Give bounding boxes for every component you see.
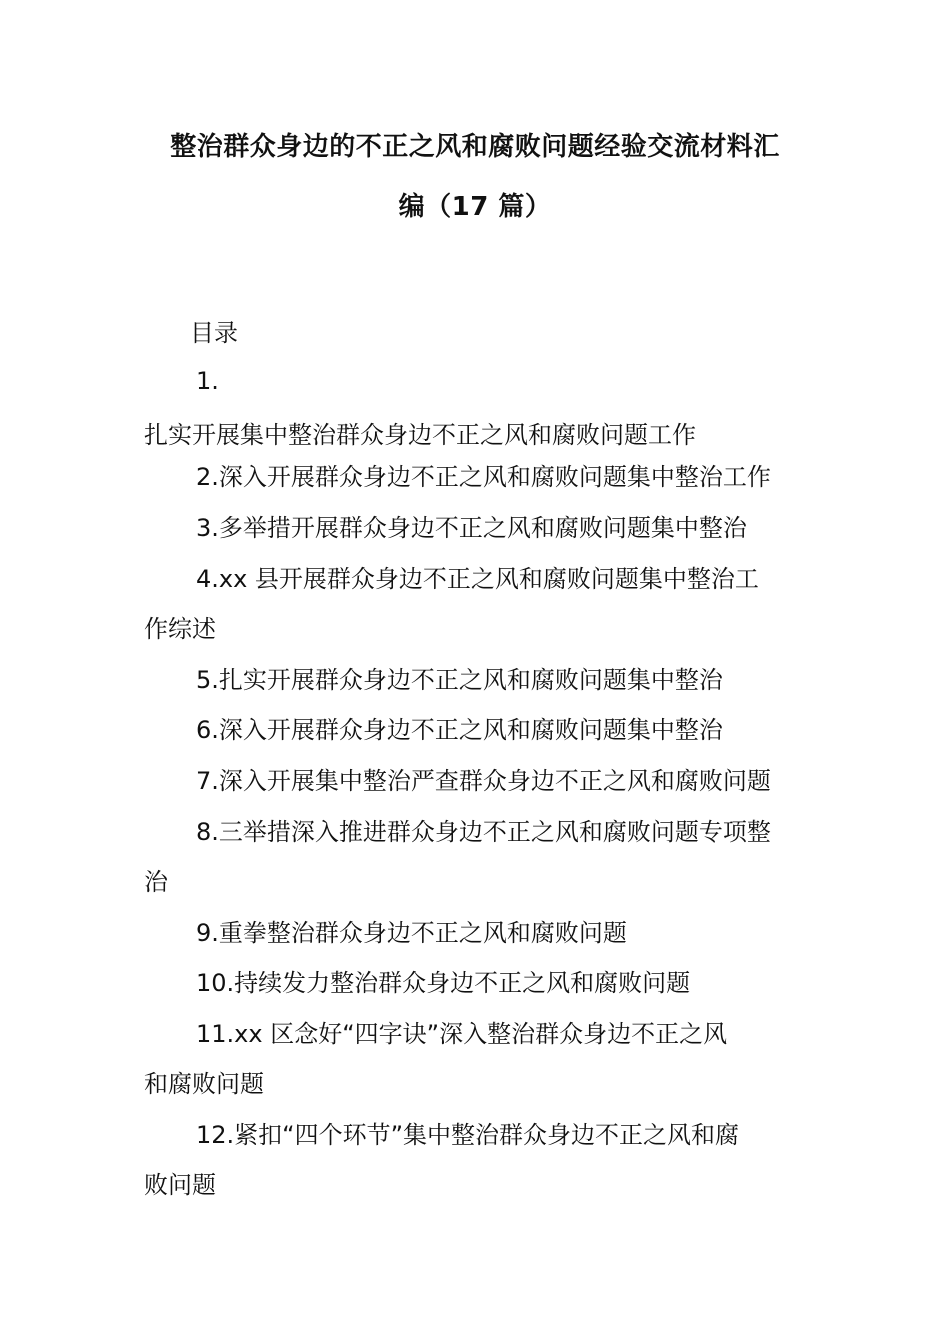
toc-item-12-line-1: 12.紧扣“四个环节”集中整治群众身边不正之风和腐 — [196, 1121, 740, 1149]
toc-item-8-line-2: 治 — [144, 868, 168, 896]
document-title-line-1: 整治群众身边的不正之风和腐败问题经验交流材料汇 — [170, 132, 780, 162]
toc-item-9: 9.重拳整治群众身边不正之风和腐败问题 — [196, 919, 627, 947]
toc-item-4-line-2: 作综述 — [144, 615, 216, 643]
toc-item-1-line-2: 扎实开展集中整治群众身边不正之风和腐败问题工作 — [144, 421, 696, 449]
toc-heading: 目录 — [190, 319, 238, 347]
toc-item-11-line-1: 11.xx 区念好“四字诀”深入整治群众身边不正之风 — [196, 1020, 728, 1048]
toc-item-4-line-1: 4.xx 县开展群众身边不正之风和腐败问题集中整治工 — [196, 565, 759, 593]
toc-item-12-line-2: 败问题 — [144, 1171, 216, 1199]
toc-item-8-line-1: 8.三举措深入推进群众身边不正之风和腐败问题专项整 — [196, 818, 771, 846]
toc-item-7: 7.深入开展集中整治严查群众身边不正之风和腐败问题 — [196, 767, 771, 795]
toc-item-10: 10.持续发力整治群众身边不正之风和腐败问题 — [196, 969, 691, 997]
toc-item-2: 2.深入开展群众身边不正之风和腐败问题集中整治工作 — [196, 463, 771, 491]
toc-item-6: 6.深入开展群众身边不正之风和腐败问题集中整治 — [196, 716, 723, 744]
toc-item-5: 5.扎实开展群众身边不正之风和腐败问题集中整治 — [196, 666, 723, 694]
document-title-line-2: 编（17 篇） — [398, 192, 552, 222]
toc-item-3: 3.多举措开展群众身边不正之风和腐败问题集中整治 — [196, 514, 747, 542]
toc-item-11-line-2: 和腐败问题 — [144, 1070, 264, 1098]
toc-item-1-line-1: 1. — [196, 367, 219, 395]
